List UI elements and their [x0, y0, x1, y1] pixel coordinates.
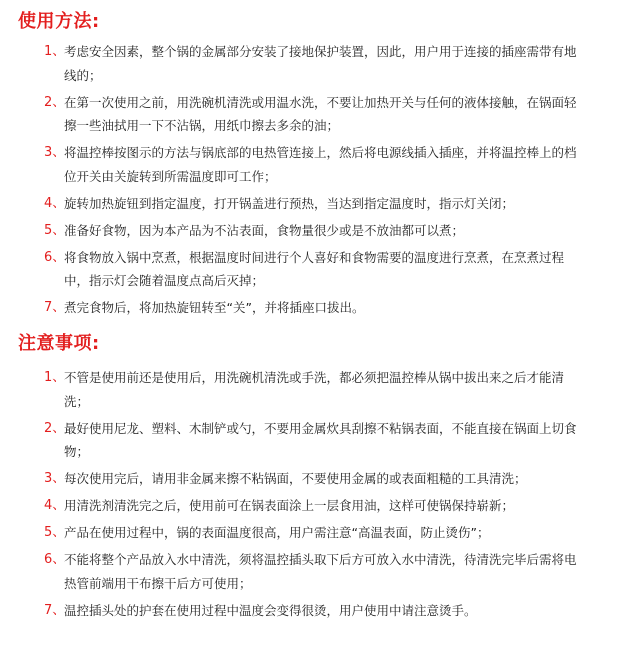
item-text: 用清洗剂清洗完之后，使用前可在锅表面涂上一层食用油，这样可使锅保持崭新； [64, 498, 515, 513]
caution-list-item [0, 548, 620, 595]
item-number: 7 、 [44, 599, 65, 623]
usage-list-item [0, 246, 620, 293]
caution-list-item [0, 521, 620, 545]
usage-list-item [0, 40, 620, 87]
item-text: 准备好食物，因为本产品为不沾表面，食物量很少或是不放油都可以煮； [64, 222, 465, 238]
item-number: 6 、 [44, 246, 65, 270]
usage-section-title: 使用方法: [18, 11, 100, 32]
item-number: 5 、 [44, 521, 65, 545]
item-number: 6 、 [44, 548, 65, 572]
item-text: 每次使用完后，请用非金属来擦不粘锅面，不要使用金属的或表面粗糙的工具清洗； [64, 471, 527, 486]
item-number: 4 、 [44, 192, 65, 216]
item-number: 7 、 [44, 296, 65, 320]
item-text: 将食物放入锅中烹煮，根据温度时间进行个人喜好和食物需要的温度进行烹煮，在烹煮过程中，指示灯会随着温度点高后灭掉； [64, 249, 565, 288]
item-text: 考虑安全因素，整个锅的金属部分安装了接地保护装置，因此，用户用于连接的插座需带有地线的； [64, 44, 577, 83]
usage-instructions-list [0, 40, 620, 323]
item-number: 4 、 [44, 494, 65, 518]
caution-list-item [0, 494, 620, 518]
caution-list-item [0, 417, 620, 464]
caution-list-item [0, 467, 620, 491]
usage-list-item [0, 296, 620, 320]
item-text: 在第一次使用之前，用洗碗机清洗或用温水洗，不要让加热开关与任何的液体接触，在锅面轻擦一些油拭用一下不沾锅，用纸巾擦去多余的油； [64, 94, 577, 133]
usage-list-item [0, 192, 620, 216]
cautions-list [0, 366, 620, 626]
item-number: 3 、 [44, 467, 65, 491]
caution-list-item [0, 599, 620, 623]
item-number: 2 、 [44, 91, 65, 115]
item-text: 不管是使用前还是使用后，用洗碗机清洗或手洗，都必须把温控棒从锅中拔出来之后才能清洗； [64, 370, 565, 409]
item-text: 不能将整个产品放入水中清洗，须将温控插头取下后方可放入水中清洗，待清洗完毕后需将电热管前端用干布擦干后方可使用； [64, 552, 577, 591]
usage-list-item [0, 219, 620, 243]
item-number: 5 、 [44, 219, 65, 243]
item-text: 旋转加热旋钮到指定温度，打开锅盖进行预热，当达到指定温度时，指示灯关闭； [64, 195, 515, 211]
usage-list-item [0, 91, 620, 138]
usage-list-item [0, 141, 620, 188]
item-text: 温控插头处的护套在使用过程中温度会变得很烫，用户使用中请注意烫手。 [64, 602, 477, 618]
item-number: 1 、 [44, 366, 65, 390]
item-number: 1 、 [44, 40, 65, 64]
item-text: 产品在使用过程中，锅的表面温度很高，用户需注意“高温表面，防止烫伤”； [64, 525, 490, 540]
item-text: 煮完食物后，将加热旋钮转至“关”，并将插座口拔出。 [64, 300, 365, 315]
item-text: 最好使用尼龙、塑料、木制铲或勺，不要用金属炊具刮擦不粘锅表面，不能直接在锅面上切食物； [64, 420, 577, 459]
item-number: 2 、 [44, 417, 65, 441]
caution-list-item [0, 366, 620, 413]
cautions-section-title: 注意事项: [18, 333, 100, 354]
item-text: 将温控棒按图示的方法与锅底部的电热管连接上，然后将电源线插入插座，并将温控棒上的档位开关由关旋转到所需温度即可工作； [64, 145, 577, 184]
item-number: 3 、 [44, 141, 65, 165]
